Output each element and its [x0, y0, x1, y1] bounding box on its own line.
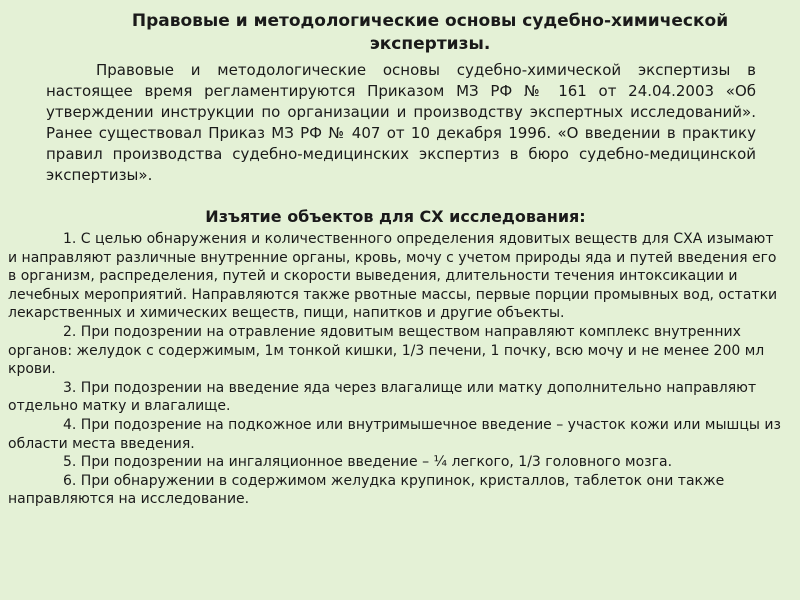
intro-paragraph: Правовые и методологические основы судебно-химической экспертизы в настоящее время регламентируются Приказом МЗ РФ № 161 от 24.04.2003 «Об утверждении инструкции по организации и производству экспертных исследований». Ранее существовал Приказ МЗ РФ № 407 от 10 декабря 1996. «О введении в практику правил производства судебно-медицинских экспертиз в бюро судебно-медицинской экспертизы».	[46, 61, 756, 184]
objects-section	[8, 206, 783, 509]
section-title: Изъятие объектов для СХ исследования:	[205, 207, 586, 226]
list-item: 4. При подозрение на подкожное или внутримышечное введение – участок кожи или мышцы из области места введения.	[8, 416, 781, 452]
list-item: 1. С целью обнаружения и количественного определения ядовитых веществ для СХА изымают и направляют различные внутренние органы, кровь, мочу с учетом природы яда и путей введения его в организм, распределения, путей и скорости выведения, длительности течения интоксикации и лечебных мероприятий. Направляются также рвотные массы, первые порции промывных вод, остатки лекарственных и химических веществ, пищи, напитков и другие объекты.	[8, 231, 778, 322]
list-item: 6. При обнаружении в содержимом желудка крупинок, кристаллов, таблеток они также направляются на исследование.	[8, 472, 725, 508]
list-item: 5. При подозрении на ингаляционное введение – ¼ легкого, 1/3 головного мозга.	[63, 454, 673, 471]
list-item: 3. При подозрении на введение яда через влагалище или матку дополнительно направляют отдельно матку и влагалище.	[8, 379, 757, 415]
page-title: Правовые и методологические основы судебно-химической экспертизы.	[131, 11, 729, 54]
list-item: 2. При подозрении на отравление ядовитым веществом направляют комплекс внутренних органов: желудок с содержимым, 1м тонкой кишки, 1/3 печени, 1 почку, всю мочу и не менее 200 мл крови.	[8, 323, 765, 378]
